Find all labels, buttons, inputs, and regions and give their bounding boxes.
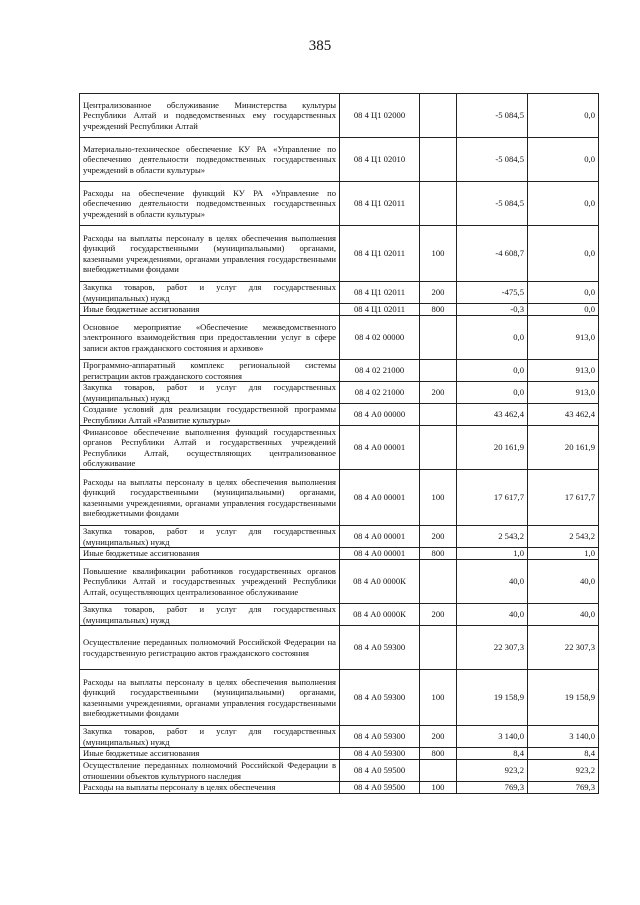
- table-row: [80, 404, 599, 426]
- row-sum-1: 0,0: [457, 316, 528, 360]
- row-sum-2: 923,2: [528, 760, 599, 782]
- table-row: [80, 604, 599, 626]
- row-code: 08 4 Ц1 02010: [340, 138, 420, 182]
- row-sum-2: 913,0: [528, 360, 599, 382]
- row-sum-1: 8,4: [457, 748, 528, 760]
- row-sum-2: 913,0: [528, 382, 599, 404]
- table-row: [80, 726, 599, 748]
- row-name: Закупка товаров, работ и услуг для государственных (муниципальных) нужд: [80, 526, 340, 548]
- row-sum-2: 0,0: [528, 138, 599, 182]
- row-expense-type: [420, 560, 457, 604]
- table-row: [80, 426, 599, 470]
- row-sum-1: 0,0: [457, 382, 528, 404]
- row-code: 08 4 Ц1 02011: [340, 182, 420, 226]
- row-name: Расходы на выплаты персоналу в целях обеспечения выполнения функций государственными (муниципальными) органами, казенными учреждениями, органами управления государственными внебюджетными фондами: [80, 470, 340, 526]
- row-sum-2: 0,0: [528, 94, 599, 138]
- row-code: 08 4 А0 59500: [340, 760, 420, 782]
- row-sum-1: 20 161,9: [457, 426, 528, 470]
- row-name: Закупка товаров, работ и услуг для государственных (муниципальных) нужд: [80, 282, 340, 304]
- row-expense-type: 800: [420, 548, 457, 560]
- row-sum-2: 19 158,9: [528, 670, 599, 726]
- row-expense-type: 800: [420, 748, 457, 760]
- row-sum-2: 8,4: [528, 748, 599, 760]
- row-code: 08 4 А0 59300: [340, 748, 420, 760]
- row-code: 08 4 А0 00000: [340, 404, 420, 426]
- row-sum-2: 913,0: [528, 316, 599, 360]
- row-code: 08 4 Ц1 02011: [340, 226, 420, 282]
- table-row: [80, 470, 599, 526]
- row-sum-1: -5 084,5: [457, 94, 528, 138]
- row-sum-2: 0,0: [528, 182, 599, 226]
- table-row: [80, 560, 599, 604]
- row-sum-2: 1,0: [528, 548, 599, 560]
- row-code: 08 4 02 21000: [340, 360, 420, 382]
- row-name: Иные бюджетные ассигнования: [80, 748, 340, 760]
- table-row: [80, 626, 599, 670]
- row-expense-type: 200: [420, 282, 457, 304]
- page-number: 385: [308, 38, 332, 54]
- row-name: Программно-аппаратный комплекс региональной системы регистрации актов гражданского состояния: [80, 360, 340, 382]
- row-expense-type: 200: [420, 526, 457, 548]
- row-sum-2: 22 307,3: [528, 626, 599, 670]
- row-sum-1: 1,0: [457, 548, 528, 560]
- row-expense-type: [420, 404, 457, 426]
- table-row: [80, 760, 599, 782]
- row-sum-1: -5 084,5: [457, 138, 528, 182]
- row-name: Иные бюджетные ассигнования: [80, 304, 340, 316]
- row-sum-2: 3 140,0: [528, 726, 599, 748]
- table-row: [80, 182, 599, 226]
- row-expense-type: [420, 360, 457, 382]
- table-row: [80, 304, 599, 316]
- row-expense-type: [420, 94, 457, 138]
- row-code: 08 4 А0 59300: [340, 726, 420, 748]
- row-sum-2: 40,0: [528, 604, 599, 626]
- row-code: 08 4 02 00000: [340, 316, 420, 360]
- table-row: [80, 548, 599, 560]
- table-row: [80, 316, 599, 360]
- row-name: Расходы на выплаты персоналу в целях обеспечения выполнения функций государственными (муниципальными) органами, казенными учреждениями, органами управления государственными внебюджетными фондами: [80, 670, 340, 726]
- row-sum-2: 0,0: [528, 226, 599, 282]
- row-sum-1: -475,5: [457, 282, 528, 304]
- row-expense-type: 200: [420, 604, 457, 626]
- row-sum-2: 2 543,2: [528, 526, 599, 548]
- row-code: 08 4 А0 59300: [340, 626, 420, 670]
- row-expense-type: [420, 138, 457, 182]
- row-name: Расходы на выплаты персоналу в целях обеспечения: [80, 782, 340, 794]
- table-row: [80, 226, 599, 282]
- table-row: [80, 360, 599, 382]
- row-name: Расходы на выплаты персоналу в целях обеспечения выполнения функций государственными (муниципальными) органами, казенными учреждениями, органами управления государственными внебюджетными фондами: [80, 226, 340, 282]
- row-name: Осуществление переданных полномочий Российской Федерации в отношении объектов культурного наследия: [80, 760, 340, 782]
- row-expense-type: [420, 626, 457, 670]
- row-sum-1: 17 617,7: [457, 470, 528, 526]
- row-expense-type: [420, 316, 457, 360]
- row-expense-type: 100: [420, 226, 457, 282]
- row-name: Материально-техническое обеспечение КУ РА «Управление по обеспечению деятельности подведомственных государственных учреждений в области культуры»: [80, 138, 340, 182]
- row-name: Основное мероприятие «Обеспечение межведомственного электронного взаимодействия при предоставлении услуг в сфере записи актов гражданского состояния и архивов»: [80, 316, 340, 360]
- row-sum-1: 19 158,9: [457, 670, 528, 726]
- row-name: Иные бюджетные ассигнования: [80, 548, 340, 560]
- table-row: [80, 782, 599, 794]
- table-row: [80, 748, 599, 760]
- row-sum-2: 40,0: [528, 560, 599, 604]
- row-code: 08 4 А0 00001: [340, 470, 420, 526]
- row-name: Создание условий для реализации государственной программы Республики Алтай «Развитие культуры»: [80, 404, 340, 426]
- row-expense-type: [420, 182, 457, 226]
- row-name: Закупка товаров, работ и услуг для государственных (муниципальных) нужд: [80, 726, 340, 748]
- table-row: [80, 382, 599, 404]
- row-expense-type: 100: [420, 470, 457, 526]
- table-row: [80, 138, 599, 182]
- row-name: Централизованное обслуживание Министерства культуры Республики Алтай и подведомственных ему государственных учреждений Республики Алтай: [80, 94, 340, 138]
- table-row: [80, 526, 599, 548]
- row-code: 08 4 А0 00001: [340, 426, 420, 470]
- row-sum-2: 769,3: [528, 782, 599, 794]
- table-row: [80, 94, 599, 138]
- row-sum-2: 0,0: [528, 304, 599, 316]
- row-expense-type: [420, 760, 457, 782]
- row-code: 08 4 А0 0000К: [340, 604, 420, 626]
- row-sum-1: 769,3: [457, 782, 528, 794]
- row-code: 08 4 А0 00001: [340, 526, 420, 548]
- row-sum-1: 43 462,4: [457, 404, 528, 426]
- row-expense-type: 200: [420, 382, 457, 404]
- row-code: 08 4 А0 00001: [340, 548, 420, 560]
- row-code: 08 4 02 21000: [340, 382, 420, 404]
- row-expense-type: 100: [420, 670, 457, 726]
- row-name: Повышение квалификации работников государственных органов Республики Алтай и государственных учреждений Республики Алтай, осуществляющих централизованное обслуживание: [80, 560, 340, 604]
- row-code: 08 4 Ц1 02011: [340, 304, 420, 316]
- row-sum-1: 2 543,2: [457, 526, 528, 548]
- row-expense-type: 200: [420, 726, 457, 748]
- row-sum-1: 22 307,3: [457, 626, 528, 670]
- row-code: 08 4 Ц1 02011: [340, 282, 420, 304]
- row-code: 08 4 А0 59500: [340, 782, 420, 794]
- row-name: Финансовое обеспечение выполнения функций государственных органов Республики Алтай и государственных учреждений Республики Алтай, осуществляющих централизованное обслуживание: [80, 426, 340, 470]
- row-sum-1: 40,0: [457, 604, 528, 626]
- row-name: Осуществление переданных полномочий Российской Федерации на государственную регистрацию актов гражданского состояния: [80, 626, 340, 670]
- row-sum-1: -5 084,5: [457, 182, 528, 226]
- table-row: [80, 670, 599, 726]
- row-expense-type: 800: [420, 304, 457, 316]
- row-code: 08 4 А0 0000К: [340, 560, 420, 604]
- row-name: Закупка товаров, работ и услуг для государственных (муниципальных) нужд: [80, 382, 340, 404]
- row-sum-2: 43 462,4: [528, 404, 599, 426]
- row-sum-2: 20 161,9: [528, 426, 599, 470]
- budget-table-body: [80, 94, 599, 794]
- row-code: 08 4 А0 59300: [340, 670, 420, 726]
- budget-table: [79, 93, 599, 794]
- row-name: Расходы на обеспечение функций КУ РА «Управление по обеспечению деятельности подведомственных государственных учреждений в области культуры»: [80, 182, 340, 226]
- row-name: Закупка товаров, работ и услуг для государственных (муниципальных) нужд: [80, 604, 340, 626]
- row-sum-1: 923,2: [457, 760, 528, 782]
- row-sum-1: 40,0: [457, 560, 528, 604]
- row-expense-type: [420, 426, 457, 470]
- row-expense-type: 100: [420, 782, 457, 794]
- row-sum-1: -0,3: [457, 304, 528, 316]
- row-code: 08 4 Ц1 02000: [340, 94, 420, 138]
- row-sum-1: 0,0: [457, 360, 528, 382]
- row-sum-2: 0,0: [528, 282, 599, 304]
- table-row: [80, 282, 599, 304]
- row-sum-2: 17 617,7: [528, 470, 599, 526]
- row-sum-1: -4 608,7: [457, 226, 528, 282]
- row-sum-1: 3 140,0: [457, 726, 528, 748]
